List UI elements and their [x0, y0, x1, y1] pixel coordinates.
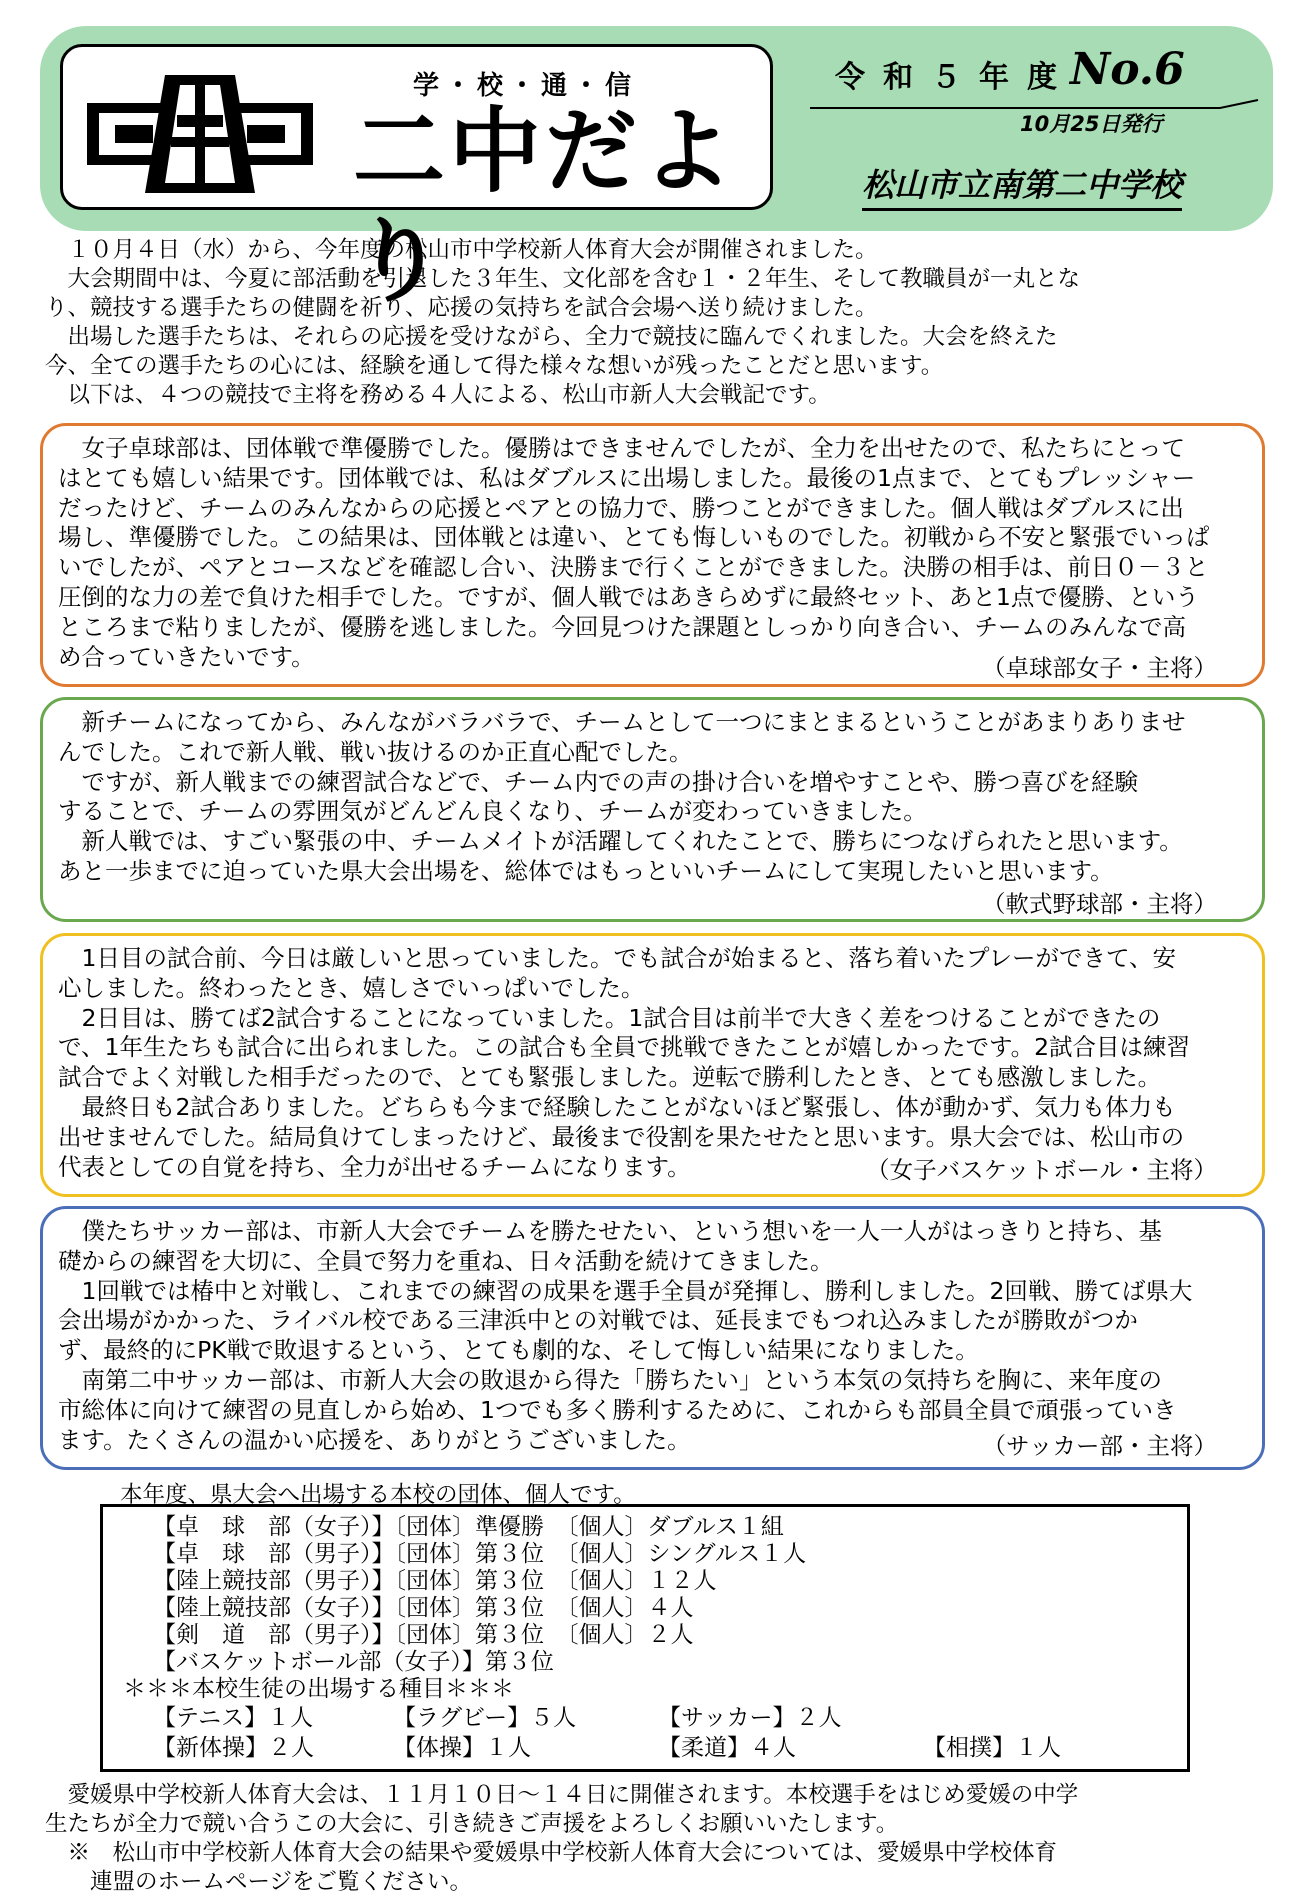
result-row: 【陸上競技部（男子）】〔団体〕第３位 〔個人〕１２人 — [153, 1568, 717, 1594]
issue-date: 10月25日発行 — [1020, 112, 1163, 136]
result-row: 【卓 球 部（女子）】〔団体〕準優勝 〔個人〕ダブルス１組 — [153, 1514, 784, 1540]
newsletter-title: 二中だより — [353, 98, 738, 315]
result-row: 【陸上競技部（女子）】〔団体〕第３位 〔個人〕４人 — [153, 1595, 694, 1621]
masthead — [40, 26, 1273, 315]
event-item: 【体操】１人 — [393, 1735, 531, 1761]
report-box-soccer — [40, 1206, 1265, 1470]
result-row: 【卓 球 部（男子）】〔団体〕第３位 〔個人〕シングルス１人 — [153, 1541, 807, 1567]
event-item: 【テニス】１人 — [153, 1705, 314, 1731]
report-box-baseball — [40, 697, 1265, 922]
report-text: 1日目の試合前、今日は厳しいと思っていました。でも試合が始まると、落ち着いたプレーができて、安 心しました。終わったとき、嬉しさでいっぱいでした。 2日目は、勝てば2試合することになっていました。1試合目は前半で大きく差をつけることができたの で、1年生たちも試合に出られました。この試合も全員で挑戦できたことが嬉しかったです。2試合目は練習 試合でよく対戦した相手だったので、とても緊張しました。逆転で勝利したとき、とても感激しました。 最終日も2試合ありました。どちらも今まで経験したことがないほど緊張し、体が動かず、気力も体力も 出せませんでした。結局負けてしまったけど、最後まで役割を果たせたと思います。県大会では、松山市の 代表としての自覚を持ち、全力が出せるチームになります。 — [58, 944, 1191, 1181]
report-text: 女子卓球部は、団体戦で準優勝でした。優勝はできませんでしたが、全力を出せたので、私たちにとって はとても嬉しい結果です。団体戦では、私はダブルスに出場しました。最後の1点まで、とてもプレッシャー だったけど、チームのみんなからの応援とペアとの協力で、勝つことができました。個人戦はダブルスに出 場し、準優勝でした。この結果は、団体戦とは違い、とても悔しいものでした。初戦から不安と緊張でいっぱ いでしたが、ペアとコースなどを確認し合い、決勝まで行くことができました。決勝の相手は、前日０－３と 圧倒的な力の差で負けた相手でした。ですが、個人戦ではあきらめずに最終セット、あと1点で優勝、という ところまで粘りましたが、優勝を逃しました。今回見つけた課題としっかり向き合い、チームのみんなで高 め合っていきたいです。 — [58, 434, 1210, 671]
result-row: 【バスケットボール部（女子）】第３位 — [153, 1649, 554, 1675]
results-table — [100, 1504, 1190, 1772]
report-text: 僕たちサッカー部は、市新人大会でチームを勝たせたい、という想いを一人一人がはっきりと持ち、基 礎からの練習を大切に、全員で努力を重ね、日々活動を続けてきました。 1回戦では椿中と対戦し、これまでの練習の成果を選手全員が発揮し、勝利しました。2回戦、勝てば県大 会出場がかかった、ライバル校である三津浜中との対戦では、延長までもつれ込みましたが勝敗がつか ず、最終的にPK戦で敗退するという、とても劇的な、そして悔しい結果になりました。 南第二中サッカー部は、市新人大会の敗退から得た「勝ちたい」という本気の気持ちを胸に、来年度の 市総体に向けて練習の見直しから始め、1つでも多く勝利するために、これからも部員全員で頑張っていき ます。たくさんの温かい応援を、ありがとうございました。 — [58, 1217, 1193, 1454]
report-signature: （卓球部女子・主将） — [982, 654, 1217, 682]
issue-number: No.6 — [1070, 44, 1185, 95]
footer-text: 愛媛県中学校新人体育大会は、１１月１０日～１４日に開催されます。本校選手をはじめ愛媛の中学 生たちが全力で競い合うこの大会に、引き続きご声援をよろしくお願いいたします。 ※ 松山市中学校新人体育大会の結果や愛媛県中学校新人体育大会については、愛媛県中学校体育 連盟のホームページをご覧ください。 — [45, 1782, 1079, 1895]
report-text: 新チームになってから、みんながバラバラで、チームとして一つにまとまるということがあまりありませ んでした。これで新人戦、戦い抜けるのか正直心配でした。 ですが、新人戦までの練習試合などで、チーム内での声の掛け合いを増やすことや、勝つ喜びを経験 することで、チームの雰囲気がどんどん良くなり、チームが変わっていきました。 新人戦では、すごい緊張の中、チームメイトが活躍してくれたことで、勝ちにつなげられたと思います。 あと一歩までに迫っていた県大会出場を、総体ではもっといいチームにして実現したいと思います。 — [58, 708, 1186, 885]
events-heading: ＊＊＊本校生徒の出場する種目＊＊＊ — [123, 1676, 514, 1702]
event-item: 【ラグビー】５人 — [393, 1705, 577, 1731]
school-name: 松山市立南第二中学校 — [862, 160, 1182, 211]
results-lead: 本年度、県大会へ出場する本校の団体、個人です。 — [120, 1482, 636, 1508]
title-box — [60, 44, 773, 315]
intro-text: １０月４日（水）から、今年度の松山市中学校新人体育大会が開催されました。 大会期間中は、今夏に部活動を引退した３年生、文化部を含む１・２年生、そして教職員が一丸とな り、競技する選手たちの健闘を祈り、応援の気持ちを試合会場へ送り続けました。 出場した選手たちは、それらの応援を受けながら、全力で競技に臨んでくれました。大会を終えた 今、全ての選手たちの心には、経験を通して得た様々な想いが残ったことだと思います。 以下は、４つの競技で主将を務める４人による、松山市新人大会戦記です。 — [45, 237, 1081, 408]
report-signature: （サッカー部・主将） — [982, 1432, 1217, 1460]
event-item: 【サッカー】２人 — [658, 1705, 842, 1731]
header-subtitle: 学・校・通・信 — [413, 71, 638, 101]
school-emblem-icon — [85, 75, 315, 193]
event-item: 【柔道】４人 — [658, 1735, 796, 1761]
report-box-basketball — [40, 933, 1265, 1197]
report-signature: （軟式野球部・主将） — [982, 890, 1217, 918]
event-item: 【相撲】１人 — [923, 1735, 1061, 1761]
report-box-table-tennis — [40, 423, 1265, 687]
result-row: 【剣 道 部（男子）】〔団体〕第３位 〔個人〕２人 — [153, 1622, 694, 1648]
issue-year: 令和５年度 — [835, 60, 1075, 95]
report-signature: （女子バスケットボール・主将） — [866, 1156, 1217, 1184]
event-item: 【新体操】２人 — [153, 1735, 314, 1761]
